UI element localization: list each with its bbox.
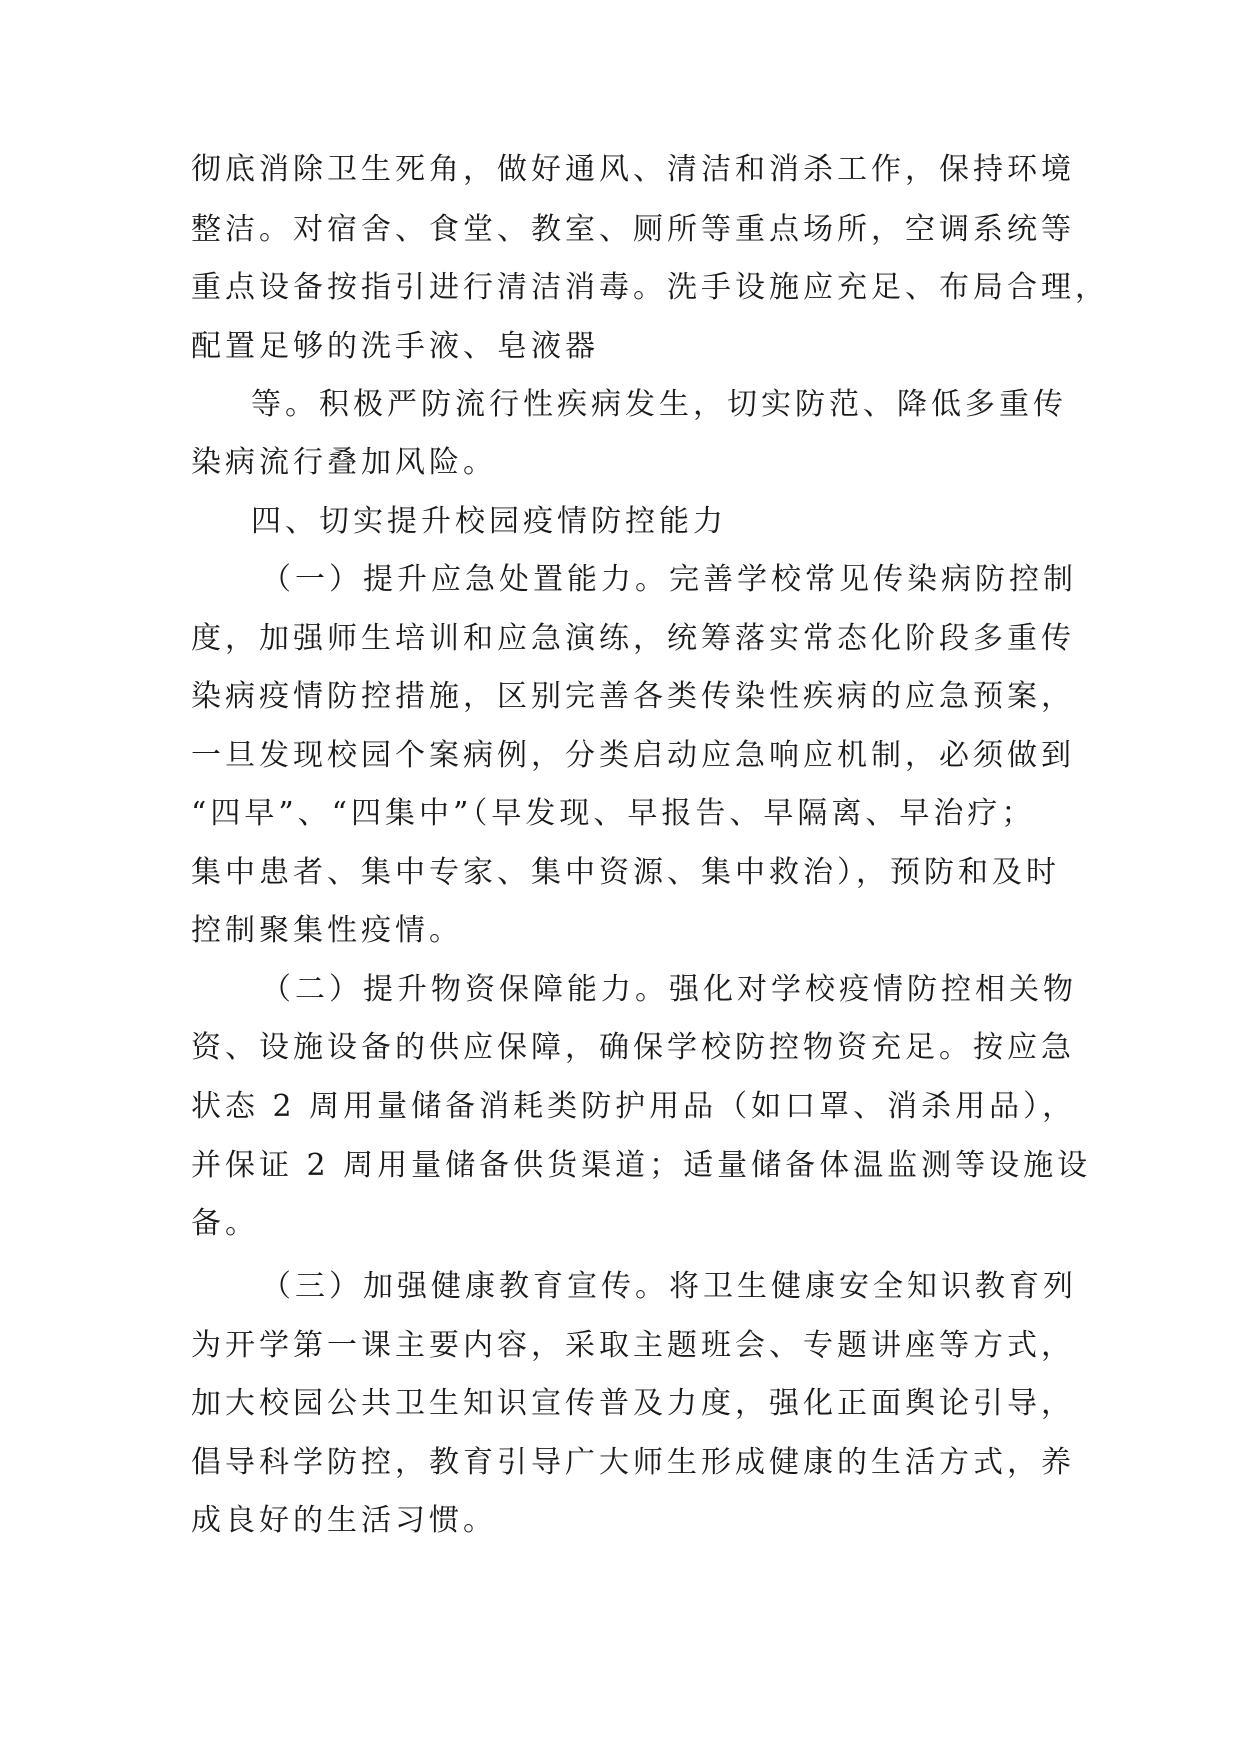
text-line: 状态 2 周用量储备消耗类防护用品（如口罩、消杀用品）， bbox=[191, 1089, 1077, 1124]
text-line: 资、设施设备的供应保障，确保学校防控物资充足。按应急 bbox=[191, 1030, 1075, 1065]
text-line: 整洁。对宿舍、食堂、教室、厕所等重点场所，空调系统等 bbox=[191, 212, 1075, 247]
text-line: 染病疫情防控措施，区别完善各类传染性疾病的应急预案， bbox=[191, 679, 1075, 714]
text-line: 一旦发现校园个案病例，分类启动应急响应机制，必须做到 bbox=[191, 738, 1075, 773]
text-line: “四早”、“四集中”（早发现、早报告、早隔离、早治疗； bbox=[191, 796, 1036, 831]
text-line: 集中患者、集中专家、集中资源、集中救治），预防和及时 bbox=[191, 855, 1060, 890]
text-line: 等。积极严防流行性疾病发生，切实防范、降低多重传 bbox=[251, 387, 1067, 422]
text-line: 染病流行叠加风险。 bbox=[191, 445, 497, 480]
text-line: 重点设备按指引进行清洁消毒。洗手设施应充足、布局合理， bbox=[191, 270, 1109, 305]
text-line: 加大校园公共卫生知识宣传普及力度，强化正面舆论引导， bbox=[191, 1386, 1075, 1421]
text-line: 并保证 2 周用量储备供货渠道；适量储备体温监测等设施设 bbox=[191, 1148, 1092, 1183]
text-line: （一）提升应急处置能力。完善学校常见传染病防控制 bbox=[261, 562, 1077, 597]
text-line: 配置足够的洗手液、皂液器 bbox=[191, 329, 599, 364]
text-line: （三）加强健康教育宣传。将卫生健康安全知识教育列 bbox=[261, 1269, 1077, 1304]
text-line: 为开学第一课主要内容，采取主题班会、专题讲座等方式， bbox=[191, 1328, 1075, 1363]
text-line: 倡导科学防控，教育引导广大师生形成健康的生活方式，养 bbox=[191, 1445, 1075, 1480]
text-line: （二）提升物资保障能力。强化对学校疫情防控相关物 bbox=[261, 972, 1077, 1007]
text-line: 控制聚集性疫情。 bbox=[191, 913, 463, 948]
text-line: 备。 bbox=[191, 1206, 259, 1241]
text-line: 度，加强师生培训和应急演练，统筹落实常态化阶段多重传 bbox=[191, 621, 1075, 656]
section-heading: 四、切实提升校园疫情防控能力 bbox=[251, 504, 727, 539]
text-line: 成良好的生活习惯。 bbox=[191, 1503, 497, 1538]
text-line: 彻底消除卫生死角，做好通风、清洁和消杀工作，保持环境 bbox=[191, 152, 1075, 187]
